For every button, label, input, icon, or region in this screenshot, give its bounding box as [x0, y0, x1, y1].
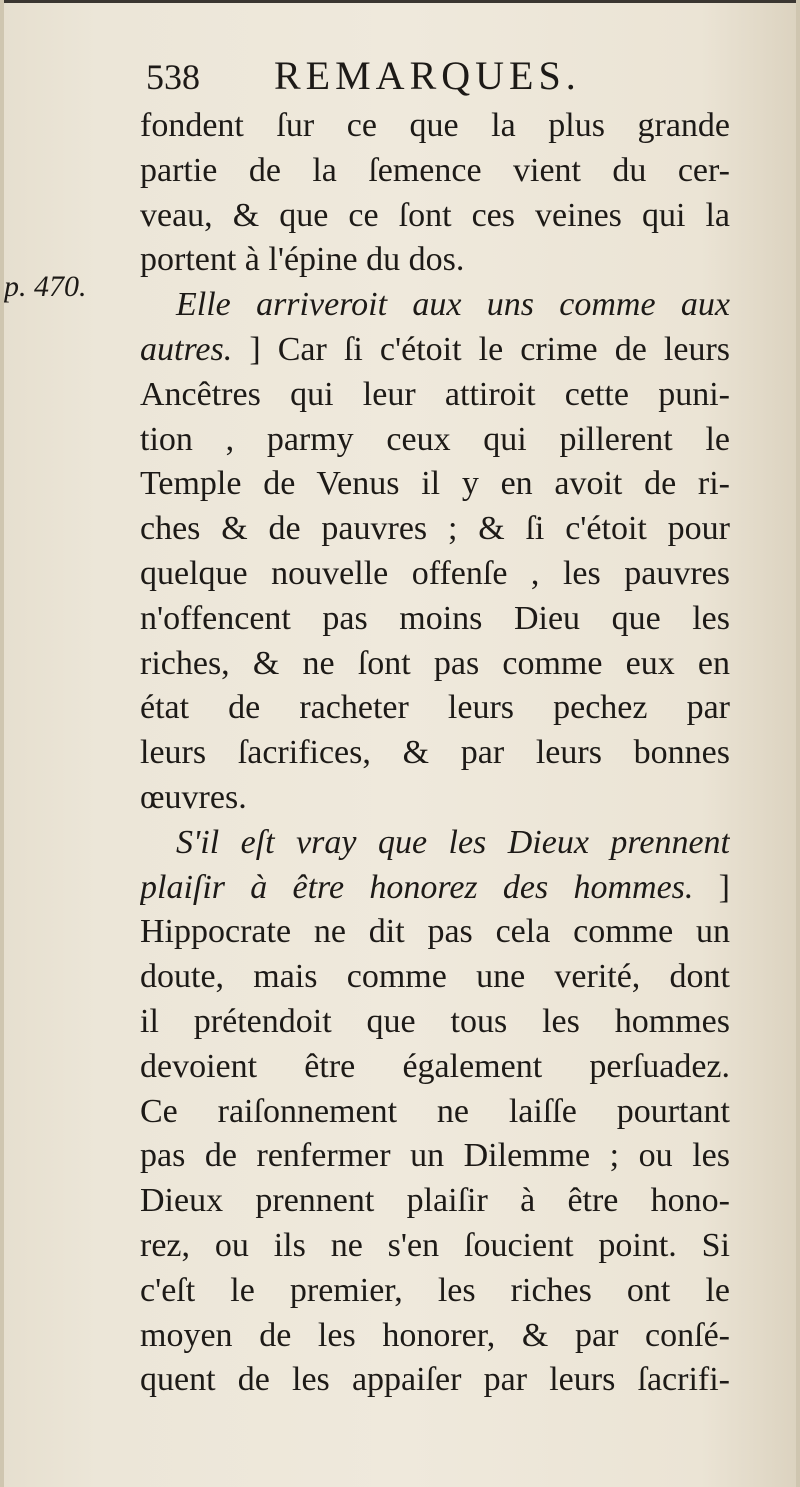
text-line: état de racheter leurs pechez par: [140, 689, 730, 727]
text-line: Dieux prennent plaiſir à être hono-: [140, 1182, 730, 1220]
text-line: riches, & ne ſont pas comme eux en: [140, 644, 730, 682]
text-line: ches & de pauvres ; & ſi c'étoit pour: [140, 510, 730, 548]
text-line: Temple de Venus il y en avoit de ri-: [140, 465, 730, 503]
text-line: œuvres.: [140, 778, 247, 816]
text-line: doute, mais comme une verité, dont: [140, 958, 730, 996]
text-line: portent à l'épine du dos.: [140, 241, 465, 279]
text-line: leurs ſacrifices, & par leurs bonnes: [140, 734, 730, 772]
page-header: [146, 52, 581, 98]
text-line: quent de les appaiſer par leurs ſacrifi-: [140, 1361, 730, 1399]
text-line: quelque nouvelle offenſe , les pauvres: [140, 554, 730, 592]
page-number: 538: [146, 57, 200, 97]
text-line: il prétendoit que tous les hommes: [140, 1002, 730, 1040]
body-text: [140, 104, 730, 1403]
text-line: Ce raiſonnement ne laiſſe pourtant: [140, 1092, 730, 1130]
text-line: rez, ou ils ne s'en ſoucient point. Si: [140, 1226, 730, 1264]
lemma-line: Elle arriveroit aux uns comme aux: [176, 286, 730, 324]
text-line: c'eſt le premier, les riches ont le: [140, 1271, 730, 1309]
text-line: autres. ] Car ſi c'étoit le crime de leurs: [140, 330, 730, 368]
text-line: Hippocrate ne dit pas cela comme un: [140, 913, 730, 951]
text-line: pas de renfermer un Dilemme ; ou les: [140, 1137, 730, 1175]
text-line: Ancêtres qui leur attiroit cette puni-: [140, 375, 730, 413]
text-line: devoient être également perſuadez.: [140, 1047, 730, 1085]
text-line: fondent ſur ce que la plus grande: [140, 107, 730, 144]
margin-reference: p. 470.: [4, 270, 87, 303]
book-page: [4, 0, 796, 1487]
page-top-edge: [4, 0, 796, 3]
text-line: moyen de les honorer, & par conſé-: [140, 1316, 730, 1354]
lemma-line: S'il eſt vray que les Dieux prennent: [176, 823, 730, 861]
running-head: REMARQUES.: [274, 53, 581, 98]
text-line: plaiſir à être honorez des hommes. ]: [140, 868, 730, 906]
text-line: veau, & que ce ſont ces veines qui la: [140, 196, 730, 234]
text-line: tion , parmy ceux qui pillerent le: [140, 420, 730, 458]
text-line: partie de la ſemence vient du cer-: [140, 151, 730, 189]
text-line: n'offencent pas moins Dieu que les: [140, 599, 730, 637]
